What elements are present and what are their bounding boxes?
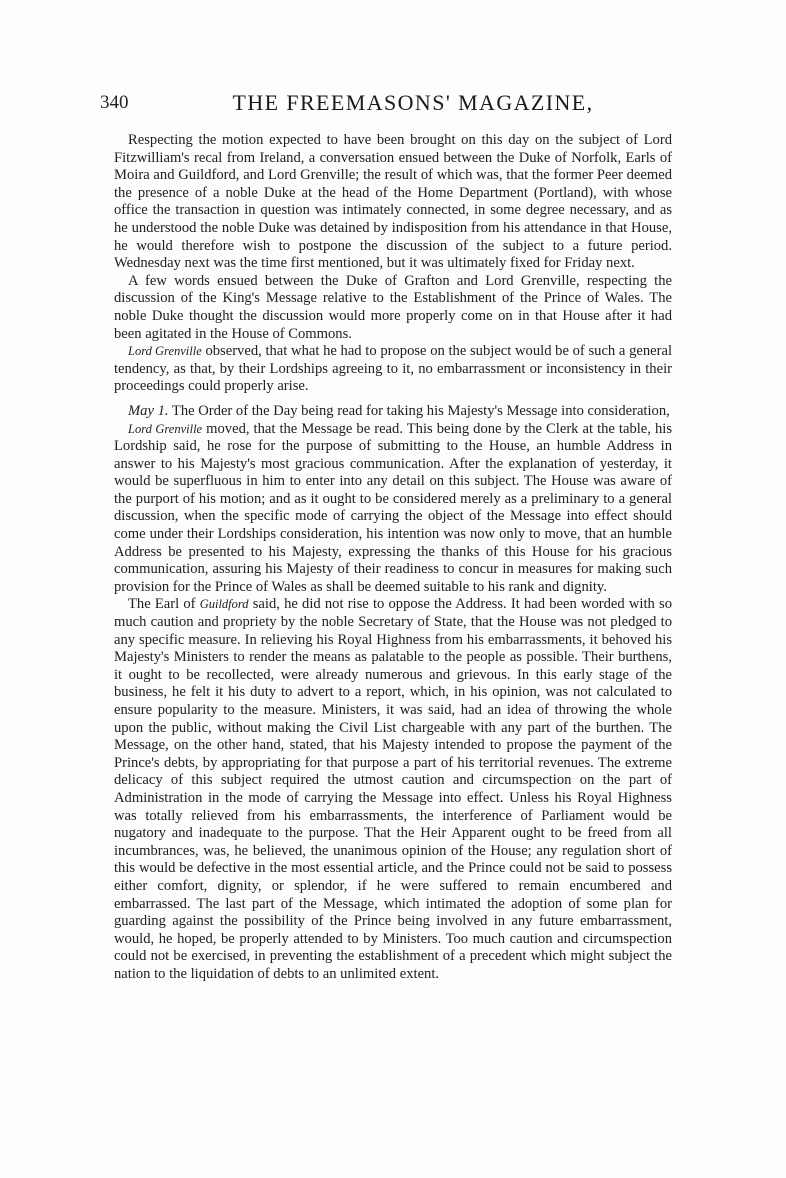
running-title: THE FREEMASONS' MAGAZINE, (232, 90, 594, 115)
paragraph-grenville-moved (114, 421, 672, 597)
speaker-name: Lord Grenville (128, 344, 202, 359)
paragraph-text: said, he did not rise to oppose the Address. It had been worded with so much caution and propriety by the noble Secretary of State, that the House was not pledged to any specific measure. In relieving his Royal Highness from his embarrassments, it behoved his Majesty's Ministers to render the means as palatable to the people as possible. Their burthens, it ought to be recollected, were already numerous and grievous. In this early stage of the business, he felt it his duty to advert to a report, which, in his opinion, was not calculated to ensure popularity to the measure. Ministers, it was said, had an idea of throwing the whole upon the public, without making the Civil List chargeable with any part of the burthen. The Message, on the other hand, stated, that his Majesty intended to propose the payment of the Prince's debts, by appropriating for that purpose a part of his territorial revenues. The extreme delicacy of this subject required the utmost caution and circumspection on the part of Administration in the mode of carrying the Message into effect. Unless his Royal Highness was totally relieved from his embarrassments, the interference of Parliament would be nugatory and inadequate to the purpose. That the Heir Apparent ought to be freed from all incumbrances, was, he believed, the unanimous opinion of the House; any regulation short of this would be defective in the most essential article, and the Prince could not be said to possess either comfort, dignity, or splendor, if he were suffered to remain encumbered and embarrassed. The last part of the Message, which intimated the adoption of some plan for guarding against the possibility of the Prince being involved in any future embarrassment, would, he hoped, be properly attended to by Ministers. Too much caution and circumspection could not be exercised, in preventing the establishment of a precedent which might subject the nation to the liquidation of debts to an unlimited extent. (114, 596, 672, 982)
paragraph-text: observed, that what he had to propose on the subject would be of such a general tendency, as that, by their Lordships agreeing to it, no embarrassment or inconsistency in their proceedings could properly arise. (114, 343, 673, 395)
speaker-name: Lord Grenville (128, 421, 203, 436)
paragraph-text: moved, that the Message be read. This being done by the Clerk at the table, his Lordship said, he rose for the purpose of submitting to the House, an humble Address in answer to his Majesty's most gracious communication. After the explanation of yesterday, it would be superfluous in him to enter into any detail on this subject. The House was aware of the purport of his motion; and as it ought to be considered merely as a preliminary to a general discussion, when the specific mode of carrying the object of the Message into effect should come under their Lordships consideration, his intention was now only to move, that an humble Address be presented to his Majesty, expressing the thanks of this House for his gracious communication, assuring his Majesty of their readiness to concur in measures for making such provision for the Prince of Wales as shall be deemed suitable to his rank and dignity. (114, 420, 672, 595)
paragraph-may-first (114, 403, 672, 421)
paragraph-text: The Order of the Day being read for taking his Majesty's Message into consideration, (168, 402, 670, 419)
speaker-title: The Earl of (128, 596, 200, 613)
date-label: May 1. (128, 402, 169, 419)
paragraph-fitzwilliam-motion (114, 132, 672, 273)
page-header (100, 90, 680, 120)
speaker-name: Guildford (199, 597, 249, 612)
paragraph-text: Respecting the motion expected to have been brought on this day on the subject of Lord Fitzwilliam's recal from Ireland, a conversation ensued between the Duke of Norfolk, Earls of Moira and Guildford, and Lord Grenville; the result of which was, that the former Peer deemed the presence of a noble Duke at the head of the Home Department (Portland), with whose office the transaction in question was intimately connected, in some degree necessary, and as he understood the noble Duke was detained by indisposition from his attendance in that House, he would therefore wish to postpone the discussion of the subject to a future period. Wednesday next was the time first mentioned, but it was ultimately fixed for Friday next. (114, 132, 672, 272)
paragraph-grafton-grenville (114, 273, 672, 343)
paragraph-guildford-said (114, 596, 672, 983)
page-number: 340 (100, 92, 129, 113)
paragraph-grenville-observed (114, 343, 672, 396)
article-body (114, 132, 672, 984)
paragraph-text: A few words ensued between the Duke of Grafton and Lord Grenville, respecting the discussion of the King's Message relative to the Establishment of the Prince of Wales. The noble Duke thought the discussion would more properly come on in that House after it had been agitated in the House of Commons. (114, 272, 672, 342)
